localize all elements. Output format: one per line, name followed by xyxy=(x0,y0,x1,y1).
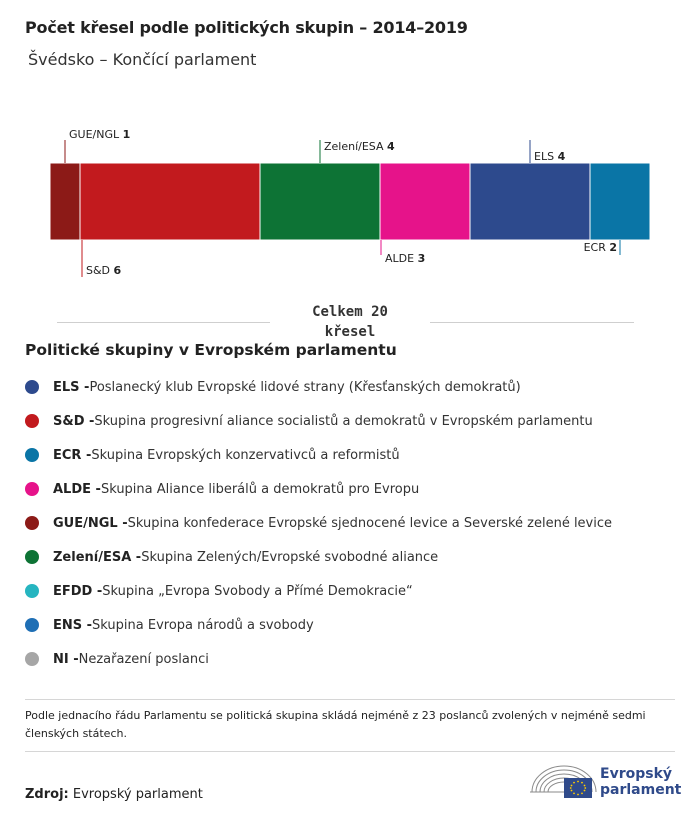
legend-item xyxy=(25,574,685,608)
bar-segment-els xyxy=(470,163,590,240)
legend-description: Skupina konfederace Evropské sjednocené levice a Severské zelené levice xyxy=(127,515,613,531)
bar-segment-s-d xyxy=(80,163,260,240)
legend-heading: Politické skupiny v Evropském parlamentu xyxy=(25,341,397,359)
note-divider-top xyxy=(25,699,675,700)
legend-code: ELS - xyxy=(53,379,90,395)
legend-description: Skupina Zelených/Evropské svobodné aliance xyxy=(141,549,439,565)
source xyxy=(25,787,203,802)
legend-item xyxy=(25,472,685,506)
ep-logo-text xyxy=(600,766,681,798)
legend-item xyxy=(25,608,685,642)
legend-item xyxy=(25,642,685,676)
legend-item xyxy=(25,540,685,574)
legend-item xyxy=(25,404,685,438)
legend-dot-icon xyxy=(25,482,39,496)
legend-dot-icon xyxy=(25,516,39,530)
rules-note: Podle jednacího řádu Parlamentu se politická skupina skládá nejméně z 23 poslanců zvolených v nejméně sedmi členských státech. xyxy=(25,709,646,740)
legend-description: Poslanecký klub Evropské lidové strany (Křesťanských demokratů) xyxy=(89,379,521,395)
legend-item xyxy=(25,370,685,404)
legend-description: Skupina Evropských konzervativců a reformistů xyxy=(91,447,400,463)
seat-bar-chart xyxy=(0,120,700,290)
total-seats-label xyxy=(270,302,430,342)
bar-label-zelen-esa: Zelení/ESA 4 xyxy=(324,140,395,153)
ep-logo-line1: Evropský xyxy=(600,766,673,782)
legend-code: GUE/NGL - xyxy=(53,515,128,531)
legend-dot-icon xyxy=(25,448,39,462)
bar-segment-ecr xyxy=(590,163,650,240)
legend-description: Skupina Aliance liberálů a demokratů pro Evropu xyxy=(100,481,420,497)
legend xyxy=(25,370,685,676)
bar-label-els: ELS 4 xyxy=(534,150,566,163)
note-divider-bottom xyxy=(25,751,675,752)
source-label: Zdroj: xyxy=(25,787,69,802)
legend-code: ENS - xyxy=(53,617,93,633)
bar-label-ecr: ECR 2 xyxy=(583,241,617,254)
total-rule-right xyxy=(418,322,634,323)
ep-logo-line2: parlament xyxy=(600,782,682,798)
legend-dot-icon xyxy=(25,414,39,428)
total-rule-left xyxy=(57,322,274,323)
chart-title: Počet křesel podle politických skupin – 2014–2019 xyxy=(25,18,468,37)
legend-description: Skupina Evropa národů a svobody xyxy=(92,617,314,633)
legend-code: NI - xyxy=(53,651,79,667)
legend-code: ECR - xyxy=(53,447,92,463)
legend-description: Skupina „Evropa Svobody a Přímé Demokracie“ xyxy=(102,583,413,599)
bar-segment-gue-ngl xyxy=(50,163,80,240)
bar-label-gue-ngl: GUE/NGL 1 xyxy=(69,128,131,141)
legend-code: ALDE - xyxy=(53,481,101,497)
legend-dot-icon xyxy=(25,618,39,632)
legend-dot-icon xyxy=(25,380,39,394)
legend-description: Skupina progresivní aliance socialistů a demokratů v Evropském parlamentu xyxy=(94,413,593,429)
legend-code: EFDD - xyxy=(53,583,103,599)
source-value: Evropský parlament xyxy=(72,787,203,802)
legend-code: Zelení/ESA - xyxy=(53,549,142,565)
bar-segment-alde xyxy=(380,163,470,240)
legend-dot-icon xyxy=(25,584,39,598)
total-seats-count: Celkem 20 xyxy=(312,304,388,320)
bar-segment-zelen-esa xyxy=(260,163,380,240)
legend-dot-icon xyxy=(25,652,39,666)
total-seats xyxy=(0,300,700,342)
legend-item xyxy=(25,506,685,540)
legend-item xyxy=(25,438,685,472)
total-seats-unit: křesel xyxy=(324,324,376,340)
chart-subtitle: Švédsko – Končící parlament xyxy=(28,50,257,69)
bar-label-alde: ALDE 3 xyxy=(385,252,426,265)
legend-description: Nezařazení poslanci xyxy=(78,651,209,667)
legend-dot-icon xyxy=(25,550,39,564)
bar-label-s-d: S&D 6 xyxy=(86,264,122,277)
legend-code: S&D - xyxy=(53,413,95,429)
